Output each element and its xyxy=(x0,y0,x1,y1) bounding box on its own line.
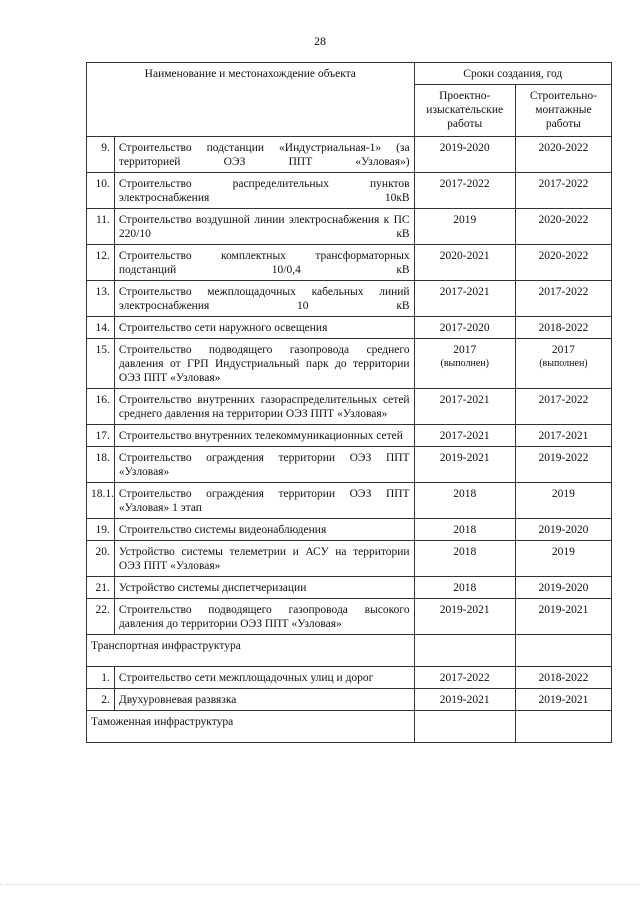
row-design-period: 2017-2021 xyxy=(414,281,515,317)
table-row xyxy=(87,137,612,173)
row-construction-period-cell xyxy=(515,339,611,389)
table-row xyxy=(87,173,612,209)
row-number: 13. xyxy=(87,281,115,317)
row-design-period: 2017-2021 xyxy=(414,425,515,447)
row-number: 14. xyxy=(87,317,115,339)
row-object-name: Строительство распределительных пунктов электроснабжения 10кВ xyxy=(114,173,414,209)
section-title-transport: Транспортная инфраструктура xyxy=(87,635,415,667)
row-number: 18. xyxy=(87,447,115,483)
section-row-customs xyxy=(87,711,612,743)
row-object-name: Строительство подводящего газопровода высокого давления до территории ОЭЗ ППТ «Узловая» xyxy=(114,599,414,635)
table-row xyxy=(87,667,612,689)
row-object-name: Строительство сети наружного освещения xyxy=(114,317,414,339)
row-construction-period: 2018-2022 xyxy=(515,317,611,339)
row-construction-period: 2019 xyxy=(515,483,611,519)
row-object-name: Строительство ограждения территории ОЭЗ ППТ «Узловая» 1 этап xyxy=(114,483,414,519)
empty-cell xyxy=(414,711,515,743)
row-object-name: Строительство внутренних телекоммуникационных сетей xyxy=(114,425,414,447)
row-construction-period: 2019 xyxy=(515,541,611,577)
table-row xyxy=(87,577,612,599)
table-row xyxy=(87,541,612,577)
page-number: 28 xyxy=(314,34,326,48)
row-construction-period: 2017-2021 xyxy=(515,425,611,447)
table-row xyxy=(87,483,612,519)
row-construction-period: 2018-2022 xyxy=(515,667,611,689)
row-design-period: 2018 xyxy=(414,541,515,577)
row-design-period-cell xyxy=(414,339,515,389)
row-object-name: Строительство подводящего газопровода среднего давления от ГРП Индустриальный парк до территории ОЭЗ ППТ «Узловая» xyxy=(114,339,414,389)
row-object-name: Строительство внутренних газораспределительных сетей среднего давления на территории ОЭЗ ППТ «Узловая» xyxy=(114,389,414,425)
row-design-period: 2017-2021 xyxy=(414,389,515,425)
row-construction-period: 2017 xyxy=(551,344,575,356)
table-row xyxy=(87,519,612,541)
row-number: 11. xyxy=(87,209,115,245)
row-design-period: 2017-2022 xyxy=(414,667,515,689)
row-design-period: 2018 xyxy=(414,577,515,599)
row-design-period: 2017-2022 xyxy=(414,173,515,209)
row-number: 1. xyxy=(87,667,115,689)
row-object-name: Строительство воздушной линии электроснабжения к ПС 220/10 кВ xyxy=(114,209,414,245)
table-row xyxy=(87,599,612,635)
row-object-name: Строительство подстанции «Индустриальная-1» (за территорией ОЭЗ ППТ «Узловая») xyxy=(114,137,414,173)
table-row xyxy=(87,339,612,389)
row-design-period: 2017 xyxy=(453,344,477,356)
row-number: 22. xyxy=(87,599,115,635)
row-design-period: 2019-2021 xyxy=(414,689,515,711)
row-number: 19. xyxy=(87,519,115,541)
row-number: 12. xyxy=(87,245,115,281)
row-object-name: Строительство ограждения территории ОЭЗ ППТ «Узловая» xyxy=(114,447,414,483)
empty-cell xyxy=(515,635,611,667)
row-number: 10. xyxy=(87,173,115,209)
row-design-period: 2018 xyxy=(414,483,515,519)
table-row xyxy=(87,245,612,281)
empty-cell xyxy=(414,635,515,667)
row-construction-period: 2019-2021 xyxy=(515,599,611,635)
table-row xyxy=(87,317,612,339)
row-object-name: Строительство сети межплощадочных улиц и дорог xyxy=(114,667,414,689)
table-row xyxy=(87,689,612,711)
row-design-period: 2019 xyxy=(414,209,515,245)
row-object-name: Строительство комплектных трансформаторных подстанций 10/0,4 кВ xyxy=(114,245,414,281)
row-construction-period: 2020-2022 xyxy=(515,137,611,173)
row-construction-period: 2019-2021 xyxy=(515,689,611,711)
row-construction-status-note: (выполнен) xyxy=(539,358,588,369)
header-design-works: Проектно-изыскательские работы xyxy=(414,85,515,137)
row-construction-period: 2019-2020 xyxy=(515,519,611,541)
table-row xyxy=(87,425,612,447)
header-object-name: Наименование и местонахождение объекта xyxy=(87,63,415,137)
row-construction-period: 2020-2022 xyxy=(515,245,611,281)
row-number: 20. xyxy=(87,541,115,577)
row-design-period: 2019-2021 xyxy=(414,447,515,483)
row-construction-period: 2017-2022 xyxy=(515,281,611,317)
row-construction-period: 2017-2022 xyxy=(515,173,611,209)
row-design-period: 2018 xyxy=(414,519,515,541)
table-row xyxy=(87,389,612,425)
row-object-name: Устройство системы телеметрии и АСУ на территории ОЭЗ ППТ «Узловая» xyxy=(114,541,414,577)
row-design-status-note: (выполнен) xyxy=(440,358,489,369)
header-terms: Сроки создания, год xyxy=(414,63,611,85)
row-design-period: 2020-2021 xyxy=(414,245,515,281)
row-number: 16. xyxy=(87,389,115,425)
table-row xyxy=(87,209,612,245)
header-construction-works: Строительно-монтажные работы xyxy=(515,85,611,137)
row-number: 15. xyxy=(87,339,115,389)
table-row xyxy=(87,281,612,317)
row-number: 2. xyxy=(87,689,115,711)
row-design-period: 2019-2020 xyxy=(414,137,515,173)
row-object-name: Строительство системы видеонаблюдения xyxy=(114,519,414,541)
table-row xyxy=(87,447,612,483)
row-construction-period: 2020-2022 xyxy=(515,209,611,245)
section-row-transport xyxy=(87,635,612,667)
row-construction-period: 2017-2022 xyxy=(515,389,611,425)
scan-artifact-line xyxy=(0,884,640,891)
row-number: 18.1. xyxy=(87,483,115,519)
row-number: 9. xyxy=(87,137,115,173)
row-object-name: Строительство межплощадочных кабельных линий электроснабжения 10 кВ xyxy=(114,281,414,317)
section-title-customs: Таможенная инфраструктура xyxy=(87,711,415,743)
row-object-name: Устройство системы диспетчеризации xyxy=(114,577,414,599)
object-schedule-table xyxy=(86,62,612,743)
row-object-name: Двухуровневая развязка xyxy=(114,689,414,711)
row-construction-period: 2019-2022 xyxy=(515,447,611,483)
empty-cell xyxy=(515,711,611,743)
row-design-period: 2017-2020 xyxy=(414,317,515,339)
row-number: 17. xyxy=(87,425,115,447)
row-design-period: 2019-2021 xyxy=(414,599,515,635)
row-construction-period: 2019-2020 xyxy=(515,577,611,599)
row-number: 21. xyxy=(87,577,115,599)
